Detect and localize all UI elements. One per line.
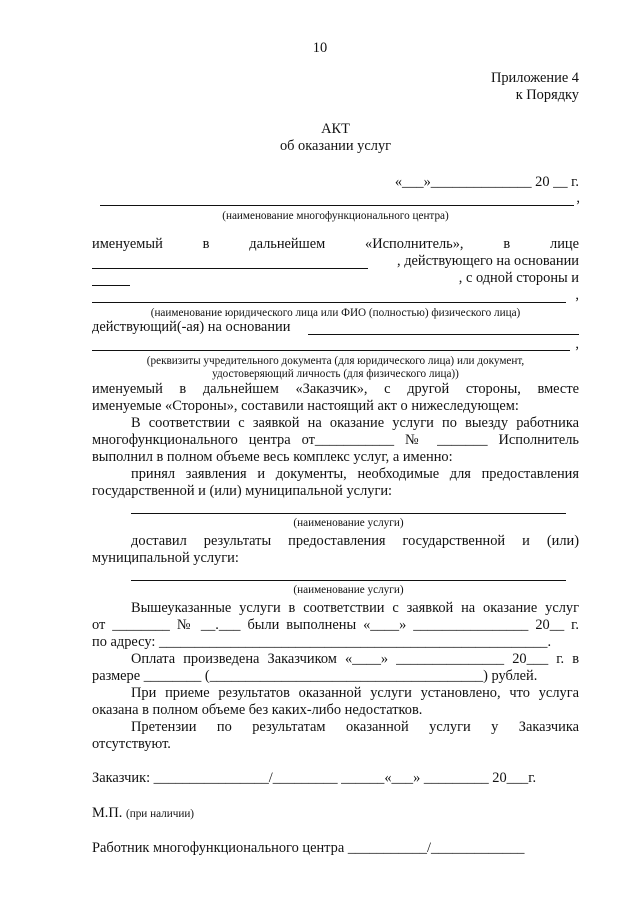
title-subtitle: об оказании услуг	[279, 138, 392, 154]
customer-name-line	[92, 302, 566, 303]
stamp-label: М.П. (при наличии)	[92, 805, 195, 821]
para7-line1: Оплата произведена Заказчиком «____» _______________ 20___ г. в	[131, 651, 579, 667]
title-act: АКТ	[321, 121, 350, 137]
para1-line1: именуемый в дальнейшем «Исполнитель», в лице	[92, 236, 579, 252]
customer-signature-line: Заказчик: ________________/_________ ______«___» _________ 20___г.	[92, 770, 537, 786]
date-line: «___»______________ 20 __ г.	[394, 174, 579, 190]
doc-caption-1: (реквизиты учредительного документа (для юридического лица) или документ,	[146, 355, 525, 367]
para7-line2: размере ________ (______________________________________) рублей.	[92, 668, 538, 684]
para6-line1: Вышеуказанные услуги в соответствии с заявкой на оказание услуг	[131, 600, 579, 616]
acting-label: действующий(-ая) на основании	[92, 319, 291, 335]
stamp-note: (при наличии)	[126, 808, 195, 820]
para9-line2: отсутствуют.	[92, 736, 171, 752]
para3-line1: В соответствии с заявкой на оказание услуги по выезду работника	[131, 415, 579, 431]
para2-line1: именуемый в дальнейшем «Заказчик», с другой стороны, вместе	[92, 381, 579, 397]
para8-line2: оказана в полном объеме без каких-либо недостатков.	[92, 702, 423, 718]
service-caption-1: (наименование услуги)	[293, 517, 404, 529]
appendix-line-1: Приложение 4	[490, 70, 579, 86]
para5-line1: доставил результаты предоставления государственной и (или)	[131, 533, 579, 549]
service-name-line-1	[131, 513, 566, 514]
para8-line1: При приеме результатов оказанной услуги установлено, что услуга	[131, 685, 579, 701]
para1-line3-tail: , с одной стороны и	[458, 270, 579, 286]
mfc-caption: (наименование многофункционального центра)	[222, 210, 449, 222]
acting-basis-line	[308, 334, 579, 335]
basis-line	[92, 285, 130, 286]
mfc-name-line	[100, 205, 574, 206]
para3-line2: многофункционального центра от___________ № _______ Исполнитель	[92, 432, 579, 448]
service-caption-2: (наименование услуги)	[293, 584, 404, 596]
document-page: 10 Приложение 4 к Порядку АКТ об оказании услуг «___»______________ 20 __ г. , (наименование многофункционального центра) именуемый в дальнейшем «Исполнитель», в лице , действующего на основании , с одной стороны и , (наименование юридического лица или ФИО (полностью) физического лица) действующий(-ая) на основании , (реквизиты учредительного документа (для юридического лица) или документ, удостоверяющий личность (для физического лица)) именуемый в дальнейшем «Заказчик», с другой стороны, вместе именуемые «Стороны», составили настоящий акт о нижеследующем: В соответствии с заявкой на оказание услуги по выезду работника многофункционального центра от___________ № _______ Исполнитель выполнил в полном объеме весь комплекс услуг, а именно: принял заявления и документы, необходимые для предоставления государственной и (или) муниципальной услуги: (наименование услуги) доставил результаты предоставления государственной и (или) муниципальной услуги: (наименование услуги) Вышеуказанные услуги в соответствии с заявкой на оказание услуг от ________ № __.___ были выполнены «____» ________________ 20__ г. по адресу: ______________________________________________________. Оплата произведена Заказчиком «____» _______________ 20___ г. в размере ________ (______________________________________) рублей. При приеме результатов оказанной услуги установлено, что услуга оказана в полном объеме без каких-либо недостатков. Претензии по результатам оказанной услуги у Заказчика отсутствуют. Заказчик: ________________/_________ ______«___» _________ 20___г. М.П. (при наличии) Работник многофункционального центра ___________/_____________	[92, 40, 580, 856]
doc-caption-2: удостоверяющий личность (для физического лица))	[212, 368, 459, 380]
worker-signature-line: Работник многофункционального центра ___________/_____________	[92, 840, 525, 856]
para4-line1: принял заявления и документы, необходимые для предоставления	[131, 466, 579, 482]
para1-line2-tail: , действующего на основании	[397, 253, 579, 269]
para1-line4-tail: ,	[575, 287, 579, 303]
para9-line1: Претензии по результатам оказанной услуги у Заказчика	[131, 719, 579, 735]
executor-person-line	[92, 268, 368, 269]
person-caption: (наименование юридического лица или ФИО (полностью) физического лица)	[150, 307, 521, 319]
para6-line3: по адресу: ______________________________________________________.	[92, 634, 552, 650]
para5-line2: муниципальной услуги:	[92, 550, 239, 566]
para6-line2: от ________ № __.___ были выполнены «____» ________________ 20__ г.	[92, 617, 579, 633]
appendix-line-2: к Порядку	[515, 87, 579, 103]
acting-basis-line-2	[92, 350, 570, 351]
para4-line2: государственной и (или) муниципальной услуги:	[92, 483, 393, 499]
para3-line3: выполнил в полном объеме весь комплекс услуг, а именно:	[92, 449, 453, 465]
para2-line2: именуемые «Стороны», составили настоящий акт о нижеследующем:	[92, 398, 519, 414]
service-name-line-2	[131, 580, 566, 581]
page-number: 10	[312, 40, 328, 56]
